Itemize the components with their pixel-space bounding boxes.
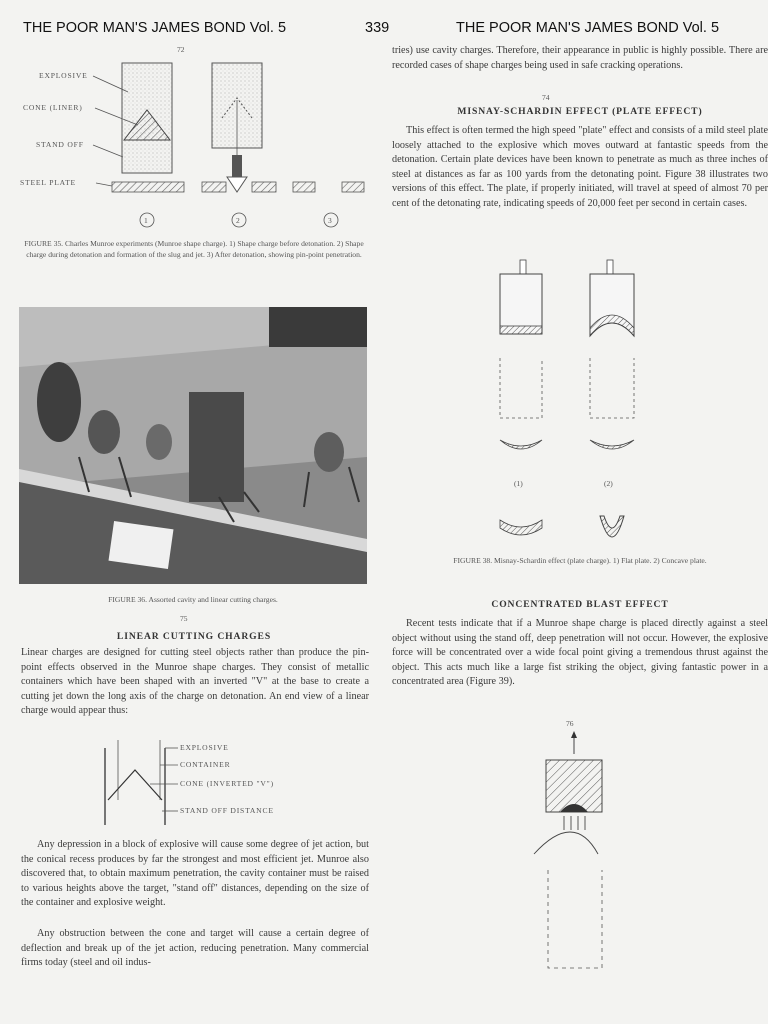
- fig38-label-2: (2): [604, 479, 613, 488]
- section74-paragraph: This effect is often termed the high speed "plate" effect and consists of a mild steel plate loosely attached to the explosive which moves outward at fantastic speeds from the detonation. Certain plate devices have been known to penetrate as much as three inches of steel at distances as far as 100 yards from the detonating point. Figure 38 illustrates two versions of this effect. The plate, if properly initiated, will travel at speed of almost 70 per cent of the detonating rate, indicating speeds of 20,000 feet per second in certain cases.: [392, 125, 768, 209]
- linear-label-explosive: EXPLOSIVE: [180, 743, 229, 752]
- section74-heading: MISNAY-SCHARDIN EFFECT (PLATE EFFECT): [457, 106, 703, 117]
- fig38-label-1: (1): [514, 479, 523, 488]
- fig35-step-1: 1: [144, 216, 148, 225]
- page-number: 339: [365, 20, 390, 36]
- fig35-diagram: [0, 0, 380, 240]
- fig39-diagram: [530, 730, 620, 980]
- continued-text: tries) use cavity charges. Therefore, their appearance in public is highly possible. There are recorded cases of shape charges being used in safe cracking operations.: [392, 45, 768, 71]
- section75-number: 75: [180, 614, 188, 623]
- fig35-label-stand-off: STAND OFF: [36, 140, 84, 149]
- fig35-caption: FIGURE 35. Charles Munroe experiments (Munroe shape charge). 1) Shape charge before detonation. 2) Shape charge during detonation and formation of the slug and jet. 3) After detonation, showing pin-point penetration.: [24, 239, 364, 259]
- linear-label-stand-off: STAND OFF DISTANCE: [180, 806, 274, 815]
- fig35-step-3: 3: [328, 216, 332, 225]
- fig35-step-2: 2: [236, 216, 240, 225]
- section75-paragraph1: Linear charges are designed for cutting steel objects rather than produce the pin-point effects observed in the Munroe shape charges. They consist of metallic containers which have been shaped with an inverted "V" at the base to create a cutting jet down the long axis of the charge on detonation. An end view of a linear charge would appear thus:: [21, 647, 369, 717]
- fig38-caption: FIGURE 38. Misnay-Schardin effect (plate charge). 1) Flat plate. 2) Concave plate.: [453, 556, 707, 565]
- section75b-paragraph: Recent tests indicate that if a Munroe shape charge is placed directly against a steel object without using the stand off, deep penetration will not occur. However, the explosive force will be concentrated over a wide focal point giving a tremendous thrust against the object. This acts much like a large fist striking the object, giving fantastic power in a concentrated area (Figure 39).: [392, 618, 768, 688]
- section75-paragraph3: Any obstruction between the cone and target will cause a certain degree of deflection and break up of the jet action, reducing penetration. Many commercial firms today (steel and oil indus-: [21, 928, 369, 969]
- fig38-diagram: [480, 258, 660, 548]
- section75b-heading: CONCENTRATED BLAST EFFECT: [491, 599, 669, 610]
- fig35-label-cone: CONE (LINER): [23, 103, 83, 112]
- section75-paragraph2: Any depression in a block of explosive will cause some degree of jet action, but the conical recess produces by far the strongest and most efficient jet. Munroe also discovered that, to obtain maximum penetration, the cavity container must be raised to various heights above the target, "stand off" distances, depending on the size of the container and explosive weight.: [21, 839, 369, 909]
- section75-heading: LINEAR CUTTING CHARGES: [116, 631, 272, 642]
- fig39-number: 76: [566, 719, 574, 728]
- fig35-number: 72: [177, 45, 185, 54]
- linear-label-cone: CONE (INVERTED "V"): [180, 779, 274, 788]
- fig36-photo: [19, 307, 367, 584]
- fig36-caption: FIGURE 36. Assorted cavity and linear cutting charges.: [108, 595, 278, 604]
- fig35-label-explosive: EXPLOSIVE: [39, 71, 88, 80]
- header-left-title: THE POOR MAN'S JAMES BOND Vol. 5: [23, 20, 287, 36]
- header-right-title: THE POOR MAN'S JAMES BOND Vol. 5: [456, 20, 720, 36]
- fig35-label-steel-plate: STEEL PLATE: [20, 178, 76, 187]
- section74-number: 74: [542, 93, 550, 102]
- linear-label-container: CONTAINER: [180, 760, 231, 769]
